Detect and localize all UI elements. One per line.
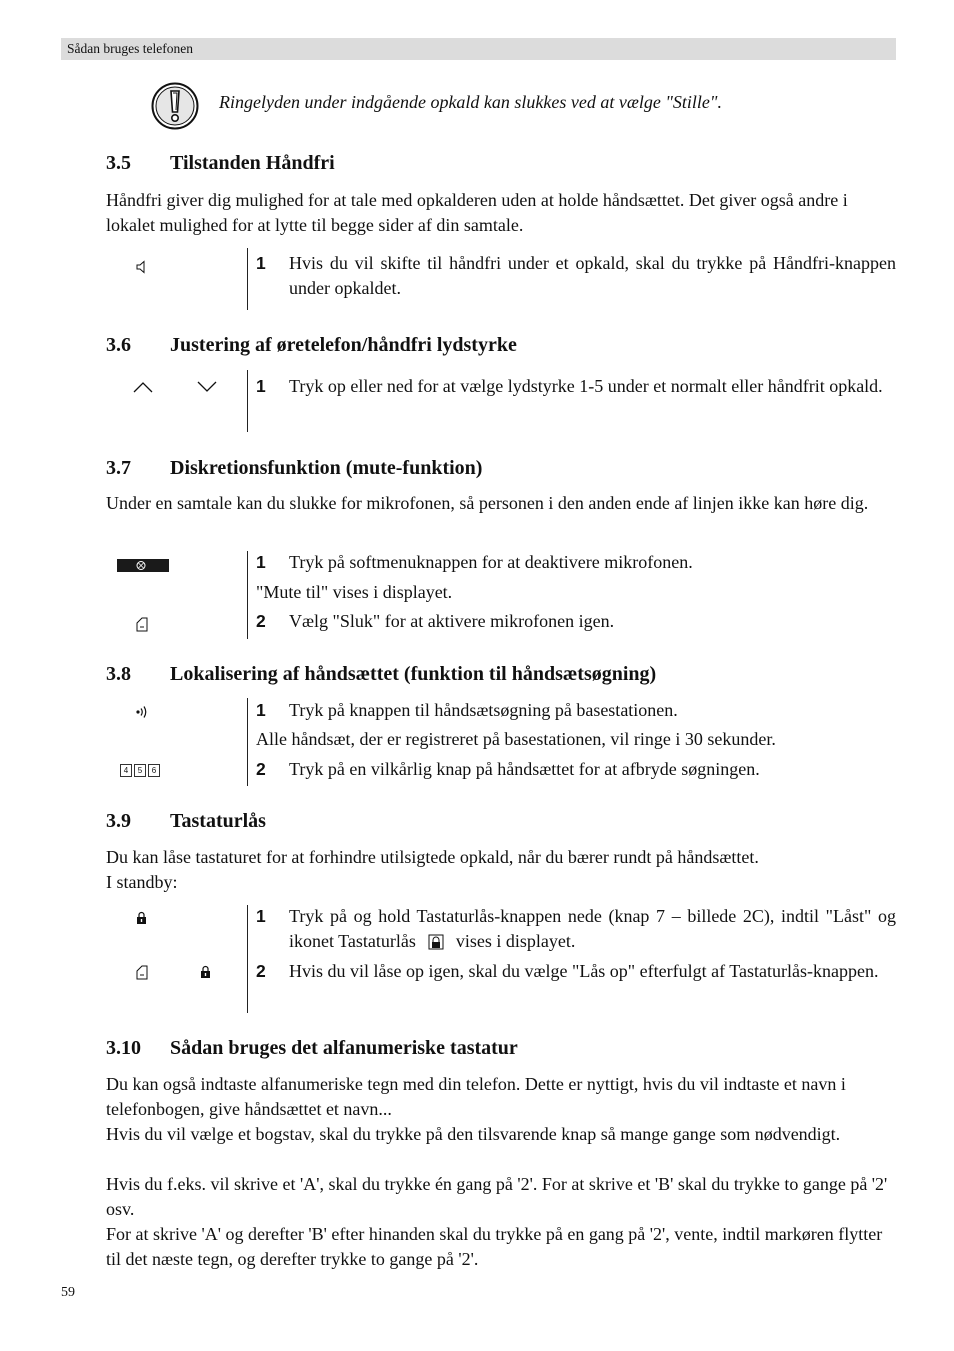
step-item: 1 Tryk op eller ned for at vælge lydstyrke 1-5 under et normalt eller håndfrit opkald. (256, 376, 883, 396)
lock-icon (200, 965, 211, 979)
section-intro-standby: I standby: (106, 872, 178, 892)
softkey-icon (117, 559, 169, 572)
note-text: Ringelyden under indgående opkald kan slukkes ved at vælge "Stille". (219, 92, 722, 112)
step-item: 2 Tryk på en vilkårlig knap på håndsættet for at afbryde søgningen. (256, 759, 760, 779)
exclamation-icon (150, 82, 200, 130)
phone-icon (135, 617, 149, 632)
step-divider (247, 248, 248, 310)
header-title: Sådan bruges telefonen (67, 41, 193, 56)
section-heading-3-5: 3.5 Tilstanden Håndfri (106, 152, 335, 174)
page-number: 59 (61, 1285, 75, 1300)
key-5: 5 (134, 764, 146, 777)
key-6: 6 (148, 764, 160, 777)
page-header (61, 38, 896, 60)
keypad-keys-icon (120, 764, 160, 777)
step-divider (247, 698, 248, 786)
section-paragraph: For at skrive 'A' og derefter 'B' efter hinanden skal du trykke på en gang på '2', vente, indtil markøren flytter til det næste tegn, og derefter trykke to gange på '2'. (106, 1224, 883, 1269)
section-paragraph: Hvis du f.eks. vil skrive et 'A', skal du trykke én gang på '2'. For at skrive et 'B' skal du trykke to gange på '2' osv. (106, 1174, 888, 1219)
step-item: 1 Tryk på softmenuknappen for at deaktivere mikrofonen. (256, 552, 693, 572)
section-paragraph: Du kan også indtaste alfanumeriske tegn med din telefon. Dette er nyttigt, hvis du vil indtaste et navn i telefonbogen, give håndsættet et navn... (106, 1074, 846, 1119)
section-heading-3-7: 3.7 Diskretionsfunktion (mute-funktion) (106, 457, 483, 479)
step-info: "Mute til" vises i displayet. (256, 582, 453, 602)
keypad-lock-icon (428, 934, 444, 950)
step-item: 1 Hvis du vil skifte til håndfri under et opkald, skal du trykke på Håndfri-knappen under opkaldet. (256, 253, 896, 298)
key-4: 4 (120, 764, 132, 777)
step-divider (247, 905, 248, 1013)
step-info: Alle håndsæt, der er registreret på basestationen, vil ringe i 30 sekunder. (256, 729, 776, 749)
step-item: 1 Tryk på knappen til håndsætsøgning på basestationen. (256, 700, 678, 720)
section-paragraph: Hvis du vil vælge et bogstav, skal du trykke på den tilsvarende knap så mange gange som nødvendigt. (106, 1124, 841, 1144)
lock-icon (136, 911, 147, 925)
page-signal-icon (135, 705, 149, 719)
section-heading-3-9: 3.9 Tastaturlås (106, 810, 266, 832)
section-intro: Du kan låse tastaturet for at forhindre utilsigtede opkald, når du bærer rundt på håndsættet. (106, 847, 759, 867)
section-heading-3-6: 3.6 Justering af øretelefon/håndfri lydstyrke (106, 334, 517, 356)
section-intro: Håndfri giver dig mulighed for at tale med opkalderen uden at holde håndsættet. Det giver også andre i lokalet mulighed for at lytte til begge sider af din samtale. (106, 190, 848, 235)
chevron-down-icon (197, 381, 217, 393)
phone-icon (135, 965, 149, 980)
speaker-icon (136, 260, 148, 274)
section-heading-3-8: 3.8 Lokalisering af håndsættet (funktion til håndsætsøgning) (106, 663, 657, 685)
step-divider (247, 551, 248, 639)
step-item: 1 Tryk på og hold Tastaturlås-knappen nede (knap 7 – billede 2C), indtil "Låst" og ikonet Tastaturlås vises i displayet. (256, 906, 896, 951)
section-intro: Under en samtale kan du slukke for mikrofonen, så personen i den anden ende af linjen ikke kan høre dig. (106, 493, 869, 513)
step-item: 2 Vælg "Sluk" for at aktivere mikrofonen igen. (256, 611, 615, 631)
step-item: 2 Hvis du vil låse op igen, skal du vælge "Lås op" efterfulgt af Tastaturlås-knappen. (256, 961, 879, 981)
chevron-up-icon (133, 381, 153, 393)
step-divider (247, 370, 248, 432)
section-heading-3-10: 3.10 Sådan bruges det alfanumeriske tastatur (106, 1037, 518, 1059)
